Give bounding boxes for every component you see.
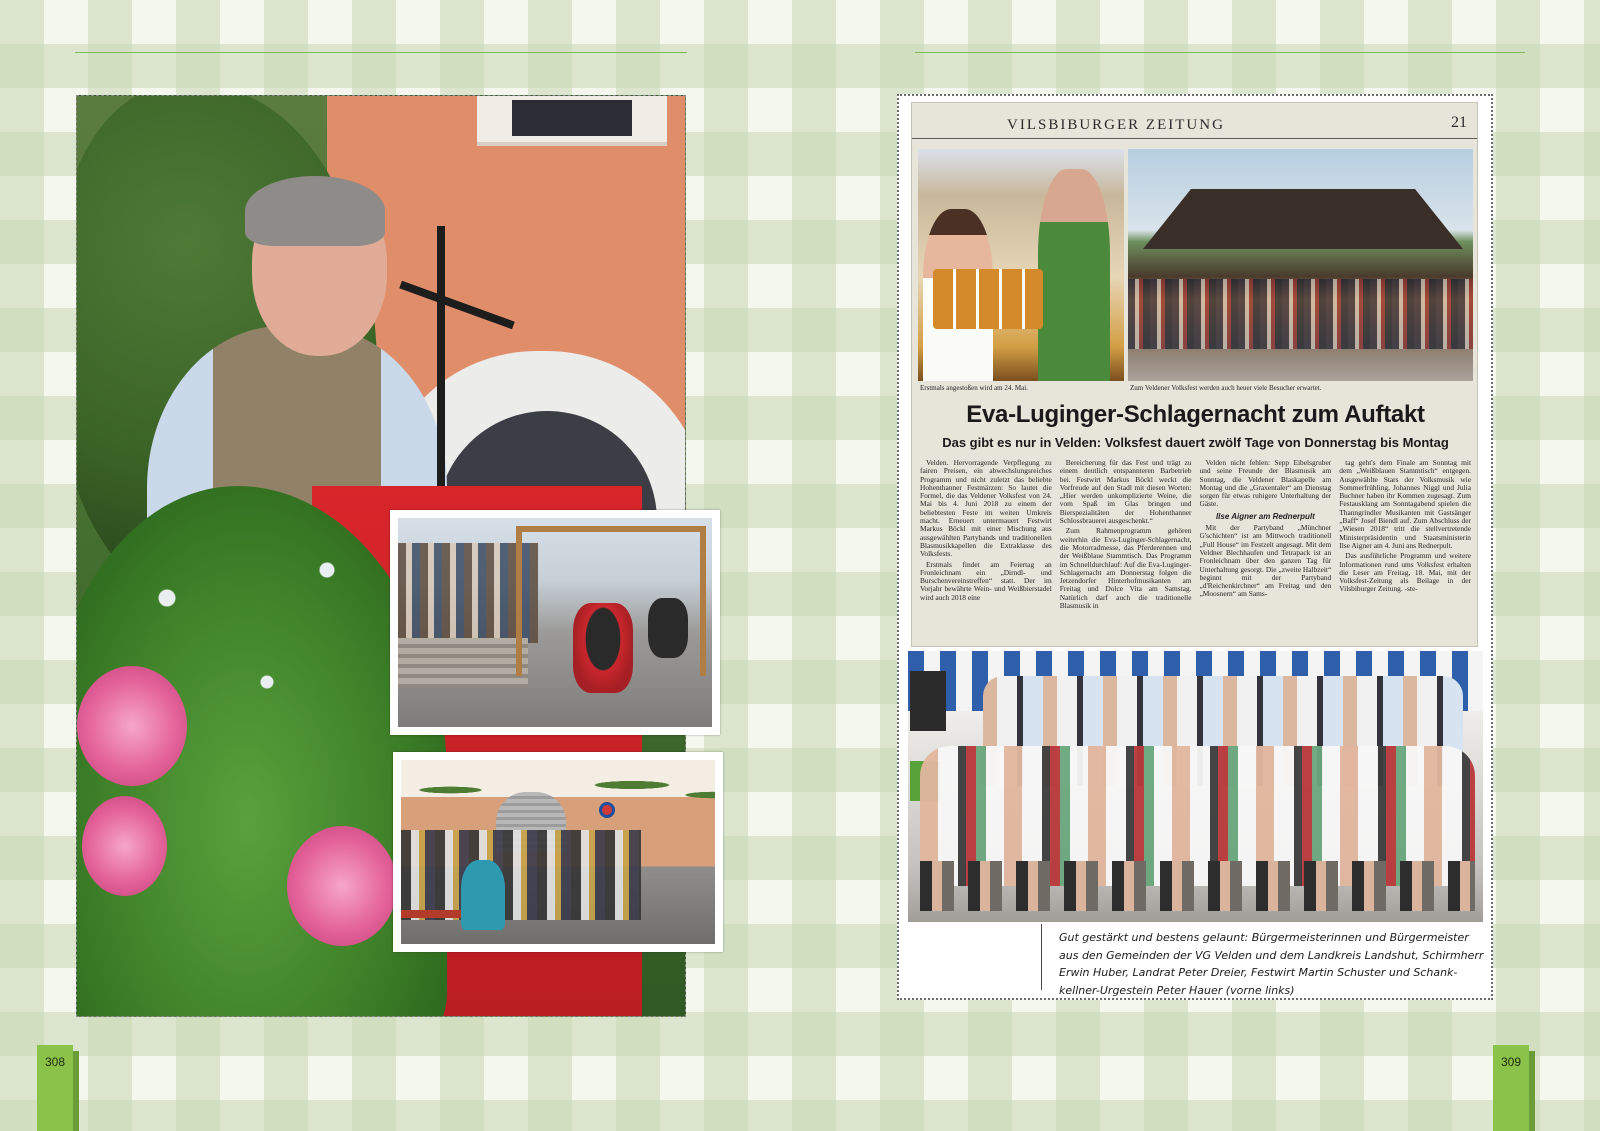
speaker-hair xyxy=(245,176,385,246)
article-paragraph: Velden. Hervorragende Verpflegung zu fairen Preisen, ein abwechslungsreiches Programm und nicht zuletzt das beliebte Hohenthanner Festmärzen: So lautet die Formel, die das Veldener Volksfest von 24. Mai bis 4. Juni 2018 zu einem der beliebtesten Feste im weiten Umkreis macht. Erneuert untermauert Festwirt Markus Böckl mit einer Mischung aus ausgewählten Partybands und traditionellen Blasmusikkapellen die Extraklasse des Volksfests. xyxy=(920,459,1052,559)
article-paragraph: Bereicherung für das Fest und trägt zu einem deutlich entspannteren Barbetrieb bei. Festwirt Markus Böckl weckt die Vorfreude auf den Stadl mit diesen Worten: „Hier werden unkomplizierte Weine, die vom Spaß im Glas bringen und Bierspezialitäten der Hohenthanner Schlossbrauerei ausgeschenkt.“ xyxy=(1059,459,1192,526)
article-subheadline: Das gibt es nur in Velden: Volksfest dauert zwölf Tage von Donnerstag bis Montag xyxy=(942,435,1449,450)
brass-band xyxy=(401,830,641,920)
caption-rule xyxy=(1041,924,1042,990)
photo-caption: Zum Veldener Volksfest werden auch heuer viele Besucher erwartet. xyxy=(1130,384,1322,392)
article-column xyxy=(1060,459,1192,641)
group-photo xyxy=(908,651,1483,922)
motorcycle xyxy=(648,598,688,658)
beer-mugs xyxy=(933,269,1043,329)
no-parking-sign xyxy=(599,802,615,818)
article-paragraph: Velden nicht fehlen: Sepp Eibelsgruber und seine Freunde der Blasmusik am Sonntag, die Veldener Blaskapelle am Montag und die „Graxentaler“ am Dienstag sorgen für etwas ruhigere Unterhaltung der Gäste. xyxy=(1199,459,1332,509)
motorcycle-photo xyxy=(390,510,720,735)
caption-line: kellner-Urgestein Peter Hauer (vorne links) xyxy=(1059,983,1295,997)
article-column xyxy=(1339,459,1471,641)
top-rule xyxy=(915,52,1525,53)
right-page xyxy=(800,0,1600,1131)
top-rule xyxy=(75,52,687,53)
article-column xyxy=(920,459,1052,641)
hall-roof xyxy=(1143,189,1463,249)
red-motorcycle xyxy=(573,603,633,693)
beer-hall-photo xyxy=(1128,149,1473,381)
building-window xyxy=(477,96,667,146)
newspaper-header xyxy=(912,109,1478,139)
page-number: 308 xyxy=(37,1045,73,1131)
article-paragraph: Erstmals findet am Feiertag an Fronleichnam ein „Dirndl- und Burschenvereinstreffen“ statt. Der im Vorjahr bewährte Wein- und Weißbierstadel wird auch 2018 eine xyxy=(920,559,1052,602)
poster xyxy=(910,671,946,731)
newspaper-clipping xyxy=(911,102,1478,647)
caption-line: Erwin Huber, Landrat Peter Dreier, Festwirt Martin Schuster und Schank- xyxy=(1059,966,1458,979)
peony-flower xyxy=(287,826,397,946)
festival-host xyxy=(1038,169,1110,381)
article-subheading: Ilse Aigner am Rednerpult xyxy=(1215,511,1315,521)
page-number: 309 xyxy=(1493,1045,1529,1131)
legs xyxy=(920,861,1475,911)
article-paragraph: Das ausführliche Programm und weitere Informationen rund ums Volksfest erhalten die Leser am Freitag, 18. Mai, mit der Volksfest-Zeitung als Beilage in der Vilsbiburger Zeitung. -ste- xyxy=(1339,551,1471,594)
article-column xyxy=(1200,459,1332,641)
article-paragraph: tag geht's dem Finale am Sonntag mit dem „Weißblauen Stammtisch“ entgegen. Ausgewählte Stars der Volksmusik wie Sommerfrühling, Johannes Niggl und Julia Buchner haben ihr Kommen zugesagt. Zum Festausklang am Sonntagabend spielen die Thanngrindler Musikanten mit Gastsänger „Baff“ Josef Biendl auf. Zum Abschluss der „Wiesen 2018“ tritt die stellvertretende Ministerpräsidentin und Staatsministerin Ilse Aigner am 4. Juni ans Rednerpult. xyxy=(1339,459,1471,550)
group-photo-caption xyxy=(1059,929,1484,999)
stone-steps xyxy=(398,638,528,688)
newspaper-name: VILSBIBURGER ZEITUNG xyxy=(1007,117,1225,133)
article-headline: Eva-Luginger-Schlagernacht zum Auftakt xyxy=(966,401,1425,428)
trees xyxy=(401,760,723,810)
peony-flower xyxy=(77,666,187,786)
article-columns xyxy=(920,459,1471,641)
brass-band-photo xyxy=(393,752,723,952)
peony-flower xyxy=(82,796,167,896)
caption-line: Gut gestärkt und bestens gelaunt: Bürgermeisterinnen und Bürgermeister xyxy=(1059,931,1469,944)
photo-caption: Erstmals angestoßen wird am 24. Mai. xyxy=(920,384,1028,392)
musician-dirndl xyxy=(461,860,505,930)
red-bench xyxy=(401,910,461,918)
article-paragraph: Mit der Partyband „Münchner G'schichten“ ist am Mittwoch traditionell „Full House“ im Festzelt angesagt. Mit dem Veldner Blechhaufen und Tetrapack ist an Fronleichnam über den ganzen Tag für Unterhaltung gesorgt. Die „zweite Halbzeit“ beginnt mit der Partyband „d'Reichenkirchner“ am Freitag und den „Moosnern“ am Sams- xyxy=(1199,523,1332,599)
visitors xyxy=(1128,279,1473,349)
newspaper-page-number: 21 xyxy=(1451,114,1467,131)
clipping-frame xyxy=(897,94,1493,1000)
article-paragraph: Zum Rahmenprogramm gehören weiterhin die Eva-Luginger-Schlagernacht, die Motorradmesse, das Pferderennen und der Weißblaue Stammtisch. Das Programm im Schnelldurchlauf: Auf die Eva-Luginger-Schlagernacht am Donnerstag folgen die Jetzendorfer Hinterhofmusikanten am Freitag und Dolce Vita am Samstag. Natürlich darf auch die traditionelle Blasmusik in xyxy=(1059,526,1192,611)
caption-line: aus den Gemeinden der VG Velden und dem Landkreis Landshut, Schirmherr xyxy=(1059,948,1484,962)
waitress-photo xyxy=(918,149,1124,381)
